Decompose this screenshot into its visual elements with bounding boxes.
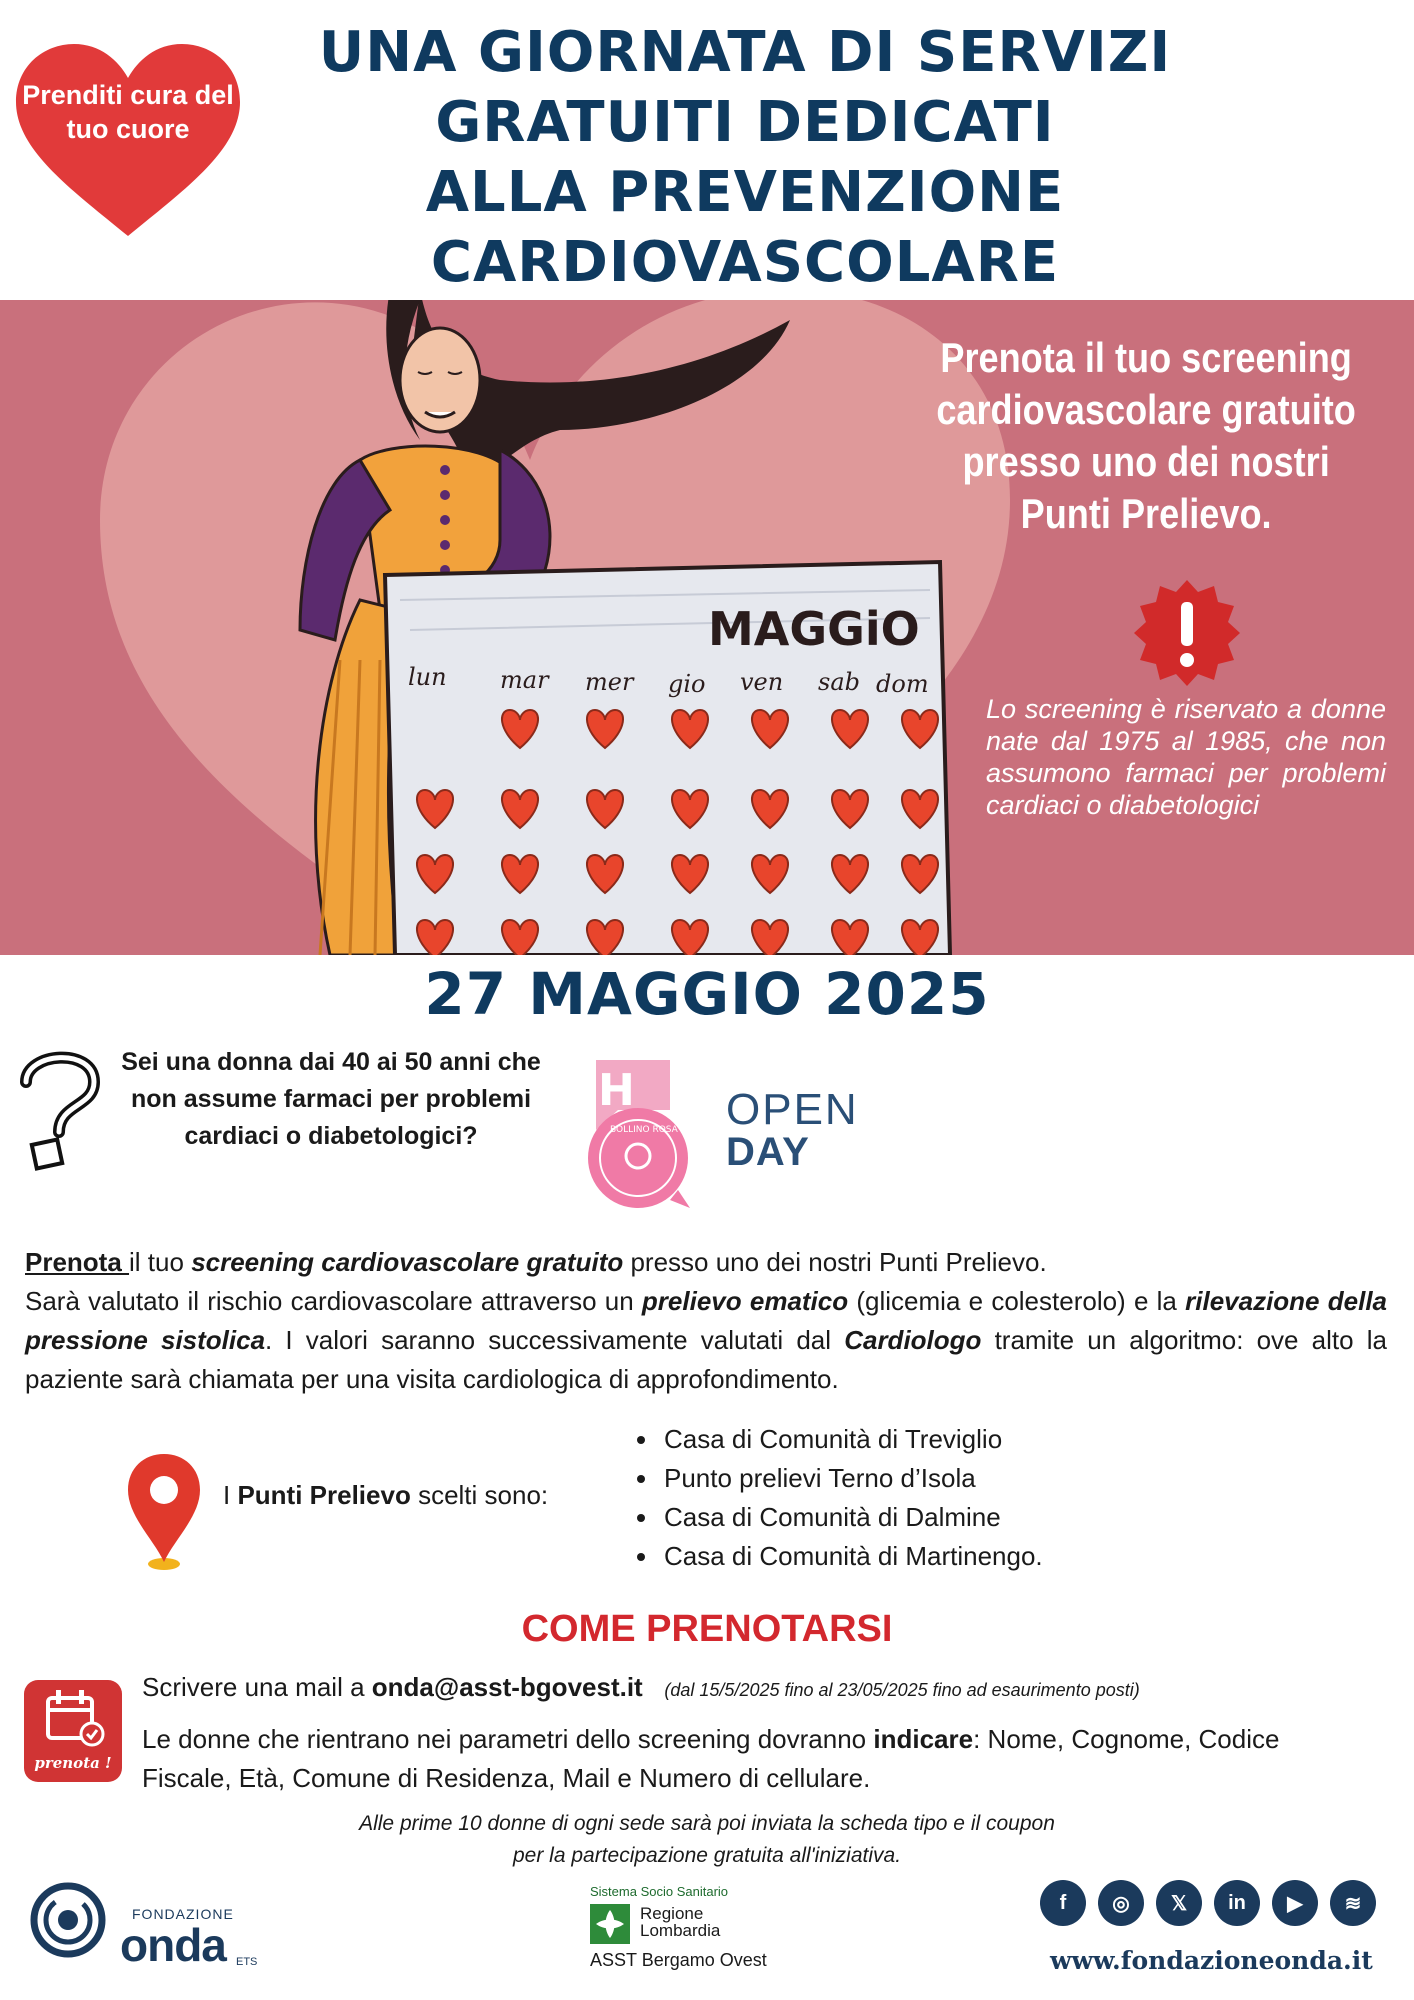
heart-badge (12, 40, 244, 240)
heart-badge-text: Prenditi cura del tuo cuore (22, 80, 234, 144)
mail-instruction: Scrivere una mail a onda@asst-bgovest.it (dal 15/5/2025 fino al 23/05/2025 fino ad esaurimento posti) (142, 1672, 1140, 1702)
website-link[interactable]: www.fondazioneonda.it (1050, 1946, 1373, 1975)
svg-text:mar: mar (500, 666, 549, 694)
footnote: Alle prime 10 donne di ogni sede sarà poi inviata la scheda tipo e il coupon per la partecipazione gratuita all'iniziativa. (359, 1812, 1055, 1867)
svg-text:dom: dom (876, 670, 929, 698)
linkedin-icon[interactable]: in (1214, 1880, 1260, 1926)
email-link[interactable]: onda@asst-bgovest.it (371, 1672, 643, 1702)
svg-text:lun: lun (408, 663, 447, 691)
regione-name: Regione Lombardia (640, 1904, 721, 1940)
calendar-month: MAGGiO (708, 602, 920, 656)
svg-text:prenota !: prenota ! (34, 1754, 112, 1772)
map-pin-icon (124, 1450, 204, 1575)
headline-line: CARDIOVASCOLARE (430, 230, 1060, 295)
headline-line: ALLA PREVENZIONE (425, 160, 1065, 225)
svg-text:BOLLINO ROSA: BOLLINO ROSA (610, 1125, 678, 1135)
banner-title: Prenota il tuo screening cardiovascolare gratuito presso uno dei nostri Punti Prelievo. (936, 334, 1356, 537)
calendar-check-icon (24, 1680, 122, 1782)
svg-text:gio: gio (668, 670, 706, 698)
facebook-icon[interactable]: f (1040, 1880, 1086, 1926)
list-item: • Casa di Comunità di Treviglio (660, 1420, 1043, 1459)
sistema-label: Sistema Socio Sanitario (590, 1884, 729, 1899)
fondazione-label: FONDAZIONE (132, 1906, 234, 1922)
banner-note: Lo screening è riservato a donne nate dal 1975 al 1985, che non assumono farmaci per problemi cardiaci o diabetologici (986, 694, 1386, 820)
description: Prenota il tuo screening cardiovascolare gratuito presso uno dei nostri Punti Prelievo. Sarà valutato il rischio cardiovascolare attraverso un prelievo ematico (glicemia e colesterolo) e la rilevazione della pressione sistolica. I valori saranno successivamente valutati dal Cardiologo tramite un algoritmo: ove alto la paziente sarà chiamata per una visita cardiologica di approfondimento. (25, 1247, 1387, 1394)
asst-label: ASST Bergamo Ovest (590, 1950, 767, 1970)
headline-line: UNA GIORNATA DI SERVIZI (318, 20, 1172, 85)
youtube-icon[interactable]: ▶ (1272, 1880, 1318, 1926)
svg-text:ven: ven (740, 668, 784, 696)
list-item: • Punto prelievi Terno d’Isola (660, 1459, 1043, 1498)
bollino-rosa-logo (578, 1050, 698, 1215)
hero-banner (0, 300, 1414, 955)
spotify-icon[interactable]: ≋ (1330, 1880, 1376, 1926)
onda-wordmark: onda (120, 1919, 226, 1971)
headline-line: GRATUITI DEDICATI (435, 90, 1055, 155)
x-icon[interactable]: 𝕏 (1156, 1880, 1202, 1926)
punti-label: I Punti Prelievo scelti sono: (223, 1480, 549, 1510)
svg-text:mer: mer (585, 668, 634, 696)
punti-list (630, 1420, 1043, 1576)
svg-text:H: H (598, 1065, 635, 1116)
list-item: • Casa di Comunità di Martinengo. (660, 1537, 1043, 1576)
prenota-link[interactable]: Prenota (25, 1247, 130, 1277)
social-links (1040, 1880, 1376, 1926)
target-question: Sei una donna dai 40 ai 50 anni che non assume farmaci per problemi cardiaci o diabetologici? (121, 1048, 541, 1150)
page-title (230, 18, 1260, 298)
list-item: • Casa di Comunità di Dalmine (660, 1498, 1043, 1537)
event-date: 27 MAGGIO 2025 (424, 960, 990, 1028)
instagram-icon[interactable]: ◎ (1098, 1880, 1144, 1926)
required-data: Le donne che rientrano nei parametri dello screening dovranno indicare: Nome, Cognome, Codice Fiscale, Età, Comune di Residenza, Mail e Numero di cellulare. (142, 1724, 1280, 1793)
section-title: COME PRENOTARSI (521, 1608, 893, 1650)
open-label: OPEN (726, 1085, 859, 1134)
ets-label: ETS (236, 1956, 258, 1968)
svg-text:sab: sab (818, 668, 860, 696)
day-label: DAY (726, 1130, 810, 1174)
alert-icon (1132, 578, 1242, 688)
question-mark-icon (14, 1042, 104, 1172)
regione-lombardia-logo (590, 1904, 630, 1944)
